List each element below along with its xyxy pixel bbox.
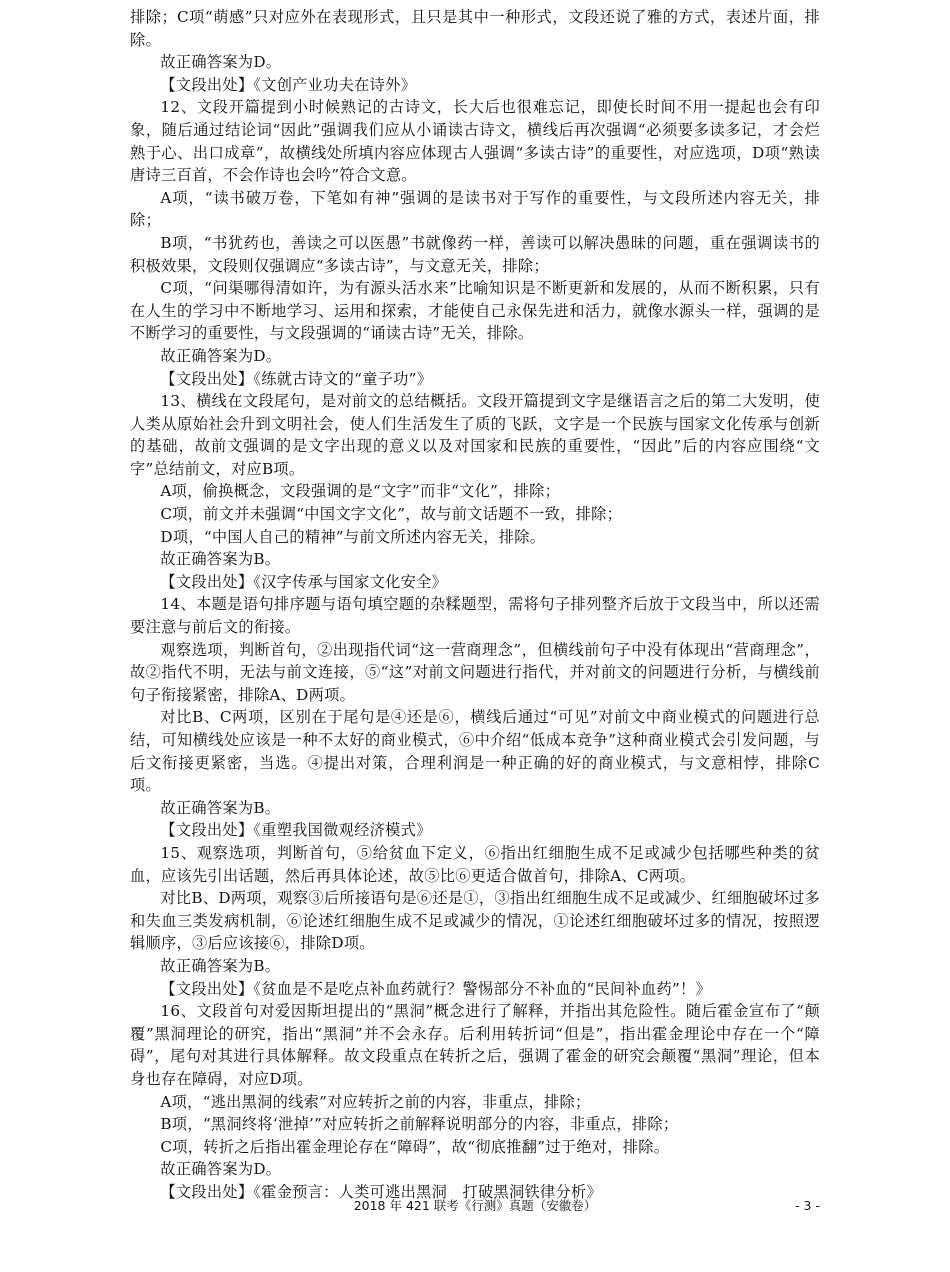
paragraph: 【文段出处】《练就古诗文的“童子功”》 <box>160 369 433 388</box>
paragraph: B项，“书犹药也，善读之可以医愚”书就像药一样，善读可以解决愚昧的问题，重在强调读书的积极效果，文段则仅强调应“多读古诗”，与文意无关，排除； <box>130 233 820 275</box>
paragraph: 故正确答案为B。 <box>160 798 281 817</box>
paragraph: 14、本题是语句排序题与语句填空题的杂糅题型，需将句子排列整齐后放于文段当中，所以还需要注意与前后文的衔接。 <box>130 595 820 637</box>
paragraph: C项，“问渠哪得清如许，为有源头活水来”比喻知识是不断更新和发展的，从而不断积累，只有在人生的学习中不断地学习、运用和探索，才能使自己永保先进和活力，就像水源头一样，强调的是不断学习的重要性，与文段强调的“诵读古诗”无关，排除。 <box>130 279 820 343</box>
paragraph: 排除；C项“萌感”只对应外在表现形式，且只是其中一种形式，文段还说了雅的方式，表述片面，排除。 <box>130 8 820 49</box>
paragraph: 【文段出处】《汉字传承与国家文化安全》 <box>160 572 448 591</box>
paragraph: C项，前文并未强调“中国文字文化”，故与前文话题不一致，排除； <box>160 505 623 524</box>
paragraph: 故正确答案为D。 <box>160 53 282 72</box>
paragraph: 16、文段首句对爱因斯坦提出的“黑洞”概念进行了解释，并指出其危险性。随后霍金宣布了“颠覆”黑洞理论的研究，指出“黑洞”并不会永存。后利用转折词“但是”，指出霍金理论中存在一个“障碍”，尾句对其进行具体解释。故文段重点在转折之后，强调了霍金的研究会颠覆“黑洞”理论，但本身也存在障碍，对应D项。 <box>130 1002 820 1088</box>
paragraph: 故正确答案为B。 <box>160 550 281 569</box>
paragraph: A项，“读书破万卷，下笔如有神”强调的是读书对于写作的重要性，与文段所述内容无关，排除； <box>130 188 820 230</box>
paragraph: A项，偷换概念，文段强调的是“文字”而非“文化”，排除； <box>160 482 561 501</box>
page-number: - 3 - <box>795 1198 820 1213</box>
paragraph: 故正确答案为B。 <box>160 956 281 975</box>
paragraph: 【文段出处】《贫血是不是吃点补血药就行？警惕部分不补血的“民间补血药”！》 <box>160 979 711 998</box>
paragraph: A项，“逃出黑洞的线索”对应转折之前的内容，非重点，排除； <box>160 1092 591 1111</box>
paragraph: B项，“黑洞终将‘泄掉’”对应转折之前解释说明部分的内容，非重点，排除； <box>160 1115 679 1134</box>
paragraph: 对比B、C两项，区别在于尾句是④还是⑥，横线后通过“可见”对前文中商业模式的问题进行总结，可知横线处应该是一种不太好的商业模式，⑥中介绍“低成本竞争”这种商业模式会引发问题，与后文衔接更紧密，当选。④提出对策，合理利润是一种正确的好的商业模式，与文意相悖，排除C项。 <box>130 708 820 795</box>
paragraph: 【文段出处】《霍金预言：人类可逃出黑洞 打破黑洞铁律分析》 <box>160 1182 602 1201</box>
paragraph: 【文段出处】《文创产业功夫在诗外》 <box>160 75 417 94</box>
paragraph: 12、文段开篇提到小时候熟记的古诗文，长大后也很难忘记，即使长时间不用一提起也会有印象，随后通过结论词“因此”强调我们应从小诵读古诗文，横线后再次强调“必须要多读多记，才会烂熟于心、出口成章”，故横线处所填内容应体现古人强调“多读古诗”的重要性，对应选项，D项“熟读唐诗三百首，不会作诗也会吟”符合文意。 <box>130 98 820 185</box>
paragraph: 对比B、D两项，观察③后所接语句是⑥还是①，③指出红细胞生成不足或减少、红细胞破坏过多和失血三类发病机制，⑥论述红细胞生成不足或减少的情况，①论述红细胞破坏过多的情况，按照逻辑顺序，③后应该接⑥，排除D项。 <box>130 889 820 953</box>
paragraph: D项，“中国人自己的精神”与前文所述内容无关，排除。 <box>160 527 546 546</box>
paragraph: 故正确答案为D。 <box>160 1160 282 1179</box>
paragraph: C项，转折之后指出霍金理论存在“障碍”，故“彻底推翻”过于绝对，排除。 <box>160 1137 670 1156</box>
paragraph: 故正确答案为D。 <box>160 346 282 365</box>
paragraph: 15、观察选项，判断首句，⑤给贫血下定义，⑥指出红细胞生成不足或减少包括哪些种类的贫血，应该先引出话题，然后再具体论述，故⑤比⑥更适合做首句，排除A、C两项。 <box>130 843 820 885</box>
paragraph: 观察选项，判断首句，②出现指代词“这一营商理念”，但横线前句子中没有体现出“营商理念”，故②指代不明，无法与前文连接，⑤“这”对前文问题进行指代，并对前文的问题进行分析，与横线前句子衔接紧密，排除A、D两项。 <box>130 640 820 704</box>
document-body <box>130 6 820 1203</box>
footer-title: 2018 年 421 联考《行测》真题（安徽卷） <box>353 1198 597 1213</box>
paragraph: 13、横线在文段尾句，是对前文的总结概括。文段开篇提到文字是继语言之后的第二大发明，使人类从原始社会升到文明社会，使人们生活发生了质的飞跃，文字是一个民族与国家文化传承与创新的基础，故前文强调的是文字出现的意义以及对国家和民族的重要性，“因此”后的内容应围绕“文字”总结前文，对应B项。 <box>130 392 820 478</box>
paragraph: 【文段出处】《重塑我国微观经济模式》 <box>160 821 432 840</box>
